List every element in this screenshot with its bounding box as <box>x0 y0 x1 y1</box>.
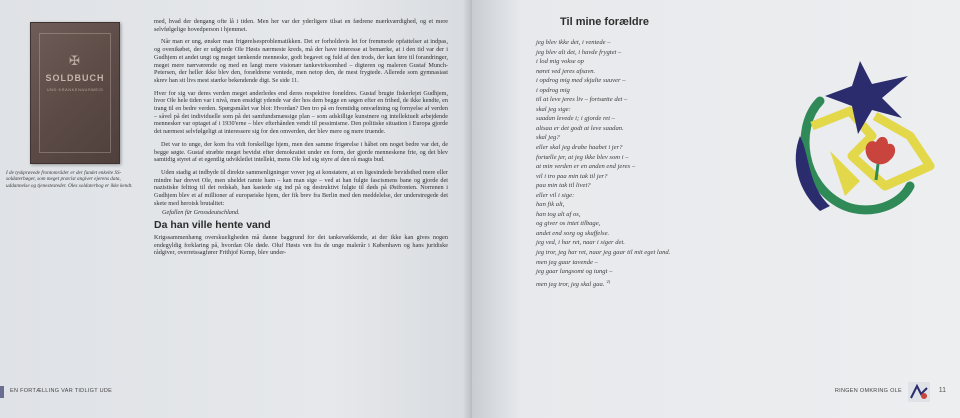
poem-line: paa min tak til livet? <box>536 182 591 190</box>
poem-line: saadan levede i; i gjorde ret – <box>536 115 615 123</box>
poem-line: i opdrog mig med skjulte suuver – <box>536 77 626 85</box>
poem-line: jeg blev ikke det, i ventede – <box>536 39 611 46</box>
paragraph: Det var to unge, der kom fra vidt forskellige hjem, men den samme frigørelse i håbet om noget bedre var det, de begge søgte. Gustaf stræbte meget bevidst efter demokratiet under en form, der gjorde menneskene frie, og det blev samtidig styret af et egentlig udvikletlet intellekt, mens Ole lod sig styre af den rå magts bud. <box>154 140 448 164</box>
poem-line: men jeg tror, jeg skal gaa. $^{2)}$ <box>536 278 611 288</box>
poem-line: andet end sorg og skuffelse. <box>536 229 610 237</box>
poem-line: han fik alt, <box>536 201 565 209</box>
poem-line: skal jeg? <box>536 134 560 142</box>
poem-line: at min verden er en anden end jeres – <box>536 163 636 171</box>
footer-logo-icon <box>908 382 930 402</box>
poem-line: eller skal jeg drabe haabet i jer? <box>536 144 623 152</box>
poem-line: jeg blev alt det, i havde frygtet – <box>536 48 622 56</box>
poem-line: nøret ved jeres afsavn. <box>536 67 596 75</box>
section-heading: Da han ville hente vand <box>154 219 271 232</box>
section-paragraph: Krigssammenhæng overskueligheden må danne baggrund for det tankevækkende, at der ikke kan gives nogen endegyldig forklaring på, hvordan Ole døde. Oluf Høsts ven fra de unge malerår i København og hans juridiske rådgiver, overretssagfører Frithjof Kemp, blev under- <box>154 233 448 257</box>
poem-line: i lod mig vokse op <box>536 58 584 66</box>
left-footer <box>0 386 472 398</box>
left-text-column <box>154 18 448 262</box>
footer-color-bar <box>0 386 4 398</box>
poem-line: til at leve jeres liv – fortsætte det – <box>536 96 628 104</box>
soldbuch-photo <box>30 22 120 164</box>
closing-quote: Gefallen für Grossdeutschland. <box>162 209 240 217</box>
poem-line: jeg tror, jeg har ret, naar jeg gaar til mit eget land. <box>536 249 671 257</box>
poem-line: han tog alt af os, <box>536 210 581 218</box>
poem-line: jeg ved, i har ret, naar i siger det. <box>536 239 625 247</box>
photo-caption: I de tyskprøvede frontområder er der fundet enkelte SS-soldaterbøger, som meget præcist angiver ejerens data, uddannelse og tjenestesteder. Oles soldaterbog er ikke kendt. <box>6 170 133 189</box>
paragraph: Hver for sig var deres verden meget anderledes end deres respektive forældres. Gustaf brugte fiskerlejet Gudhjem, hvor Ole hele tiden var i nivå, men ensidigt ydende var der hos dem begge en søgen efter en frihed, de ikke kendte, en trang til en bedre verden. Spørgsmålet var blot: Hvordan? Den tro på en fremtidig omvæltning og fornyelse af verden – såvel på det individuelle som på det samfundsmæssige plan – som adskillige kunstnere og intellektuelt arbejdende mennesker var optaget af i 1930'erne – blev efterhånden vendt til pessimisme. Den politiske situation i Europa gjorde det nærmest selvfølgeligt at interessere sig for den omverden, der blev mere og mere truende. <box>154 89 448 136</box>
poem-line: fortælle jer, at jeg ikke blev som i – <box>536 153 629 161</box>
left-page <box>0 0 472 418</box>
poem-line: skal jeg sige: <box>536 105 571 113</box>
paragraph: Uden stadig at indbyde til direkte sammenligninger vover jeg at konstatere, at en ligesindede bevidsthed mere eller mindre har drevet Ole, men uheldet ramte ham – kan man sige – ved at han fulgte fascismens bane og gjorde det nazistiske felttog til det redskab, han kastede sig ind på og destruktivt fulgte til døds på Østfronten. Norrenen i Gudhjem blev et af millioner af europæiske hjem, der fik brev fra Berlin med den meddelelse, der understregede det skete med heroisk brutalitet: <box>154 168 448 207</box>
paragraph: Når man er ung, ønsker man frigørelsesproblematikken. Det er forholdsvis let for fremmede opfattelser at indpas, og ovenikøbet, der er udgjorde Ole Høsts nærmeste kreds, må der have interesse at bemærke, at i den tid var der i Gudhjem et andet ungt og meget tænkende menneske, godt begavet og fuld af den trods, der kan føre til forandringer, meget mere nærværende og med en langt mere visionær tankevirksomhed – digteren og maleren Gustaf Munch-Petersen, der heller ikke blev den, forældrene ventede, men netop den, de mest frygtede. Allerede som gymnasiast skrev han sit livs mest stærke bekendende digt. Se side 11. <box>154 38 448 84</box>
page-number: 11 <box>938 387 946 394</box>
eagle-emblem-icon: ✠ <box>69 53 80 68</box>
poem-line: og giver os intet tilbage, <box>536 220 601 228</box>
poem <box>536 38 776 289</box>
left-running-title: EN FORTÆLLING VAR TIDLIGT UDE <box>10 388 113 394</box>
footnote-marker: 2) <box>606 278 611 284</box>
artwork-tulip-stem <box>876 164 878 180</box>
abstract-artwork-icon <box>790 56 940 226</box>
soldbuch-title: SOLDBUCH <box>45 73 105 83</box>
soldbuch-subtitle: UND KRANKENAUSWEIS <box>46 87 104 92</box>
right-running-title: RINGEN OMKRING OLE <box>834 388 902 394</box>
poem-line: i opdrog mig <box>536 86 570 94</box>
poem-line: men jeg gaar tavende – <box>536 258 598 266</box>
poem-line: vil i tro paa min tak til jer? <box>536 172 608 180</box>
poem-line: altsaa er det godt at leve saadan. <box>536 124 624 132</box>
poem-line: eller vil i sige: <box>536 191 575 199</box>
right-footer <box>800 386 960 398</box>
soldbuch-border <box>39 33 111 153</box>
paragraph: med, hvad der dengang ofte lå i tiden. Men her var der yderligere tilsat en fædrene mærkværdighed, og et mere selvfølgelige hovedperson i hjemmet. <box>154 18 448 33</box>
poem-title: Til mine forældre <box>560 16 650 28</box>
poem-line: jeg gaar langsomt og tungt – <box>536 268 613 276</box>
